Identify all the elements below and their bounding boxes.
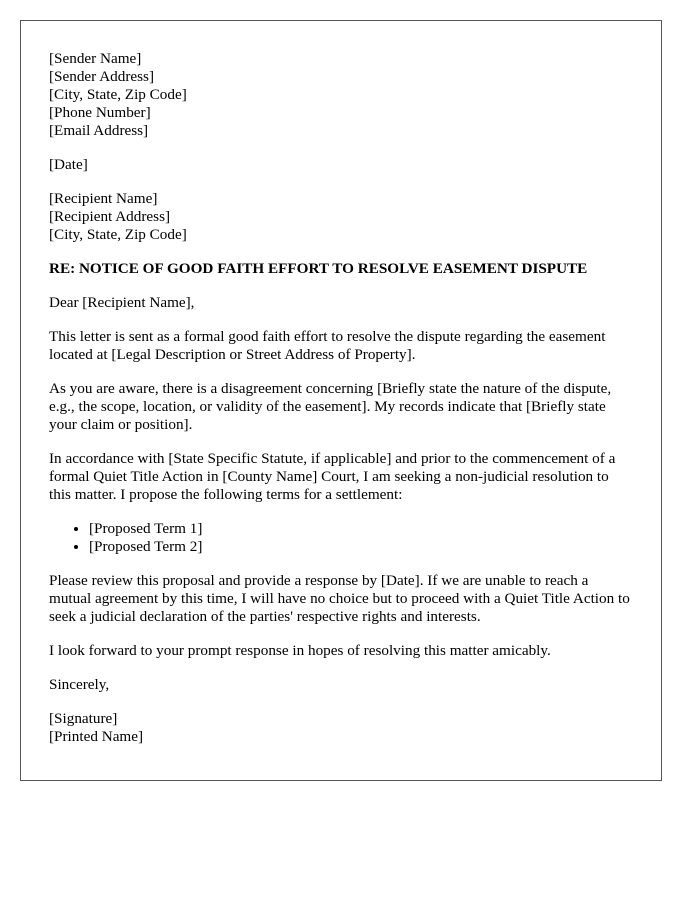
terms-list <box>49 520 633 556</box>
closing: Sincerely, <box>49 676 110 693</box>
paragraph-closing-remark: I look forward to your prompt response in hopes of resolving this matter amicably. <box>49 642 551 659</box>
sender-email: [Email Address] <box>49 122 149 139</box>
salutation: Dear [Recipient Name], <box>49 294 195 311</box>
recipient-name: [Recipient Name] <box>49 190 158 207</box>
sender-name: [Sender Name] <box>49 50 142 67</box>
term-item: • [Proposed Term 2] <box>89 538 633 556</box>
term-item: • [Proposed Term 1] <box>89 520 633 538</box>
letter-page <box>20 20 662 781</box>
paragraph-proposal: In accordance with [State Specific Statute, if applicable] and prior to the commencement of a formal Quiet Title Action in [County Name] Court, I am seeking a non-judicial resolution to this matter. I propose the following terms for a settlement: <box>49 450 616 503</box>
paragraph-deadline: Please review this proposal and provide a response by [Date]. If we are unable to reach a mutual agreement by this time, I will have no choice but to proceed with a Quiet Title Action to seek a judicial declaration of the parties' respective rights and interests. <box>49 572 630 625</box>
signature: [Signature] <box>49 710 118 727</box>
recipient-address: [Recipient Address] <box>49 208 171 225</box>
letter-date: [Date] <box>49 156 88 173</box>
sender-block <box>49 50 633 140</box>
paragraph-intro: This letter is sent as a formal good faith effort to resolve the dispute regarding the easement located at [Legal Description or Street Address of Property]. <box>49 328 606 363</box>
signature-block <box>49 710 633 746</box>
sender-address: [Sender Address] <box>49 68 155 85</box>
recipient-block <box>49 190 633 244</box>
printed-name: [Printed Name] <box>49 728 144 745</box>
date-block <box>49 156 633 174</box>
sender-city-state-zip: [City, State, Zip Code] <box>49 86 187 103</box>
paragraph-dispute: As you are aware, there is a disagreement concerning [Briefly state the nature of the dispute, e.g., the scope, location, or validity of the easement]. My records indicate that [Briefly state your claim or position]. <box>49 380 612 433</box>
recipient-city-state-zip: [City, State, Zip Code] <box>49 226 187 243</box>
subject-line: RE: NOTICE OF GOOD FAITH EFFORT TO RESOLVE EASEMENT DISPUTE <box>49 260 588 277</box>
sender-phone: [Phone Number] <box>49 104 151 121</box>
